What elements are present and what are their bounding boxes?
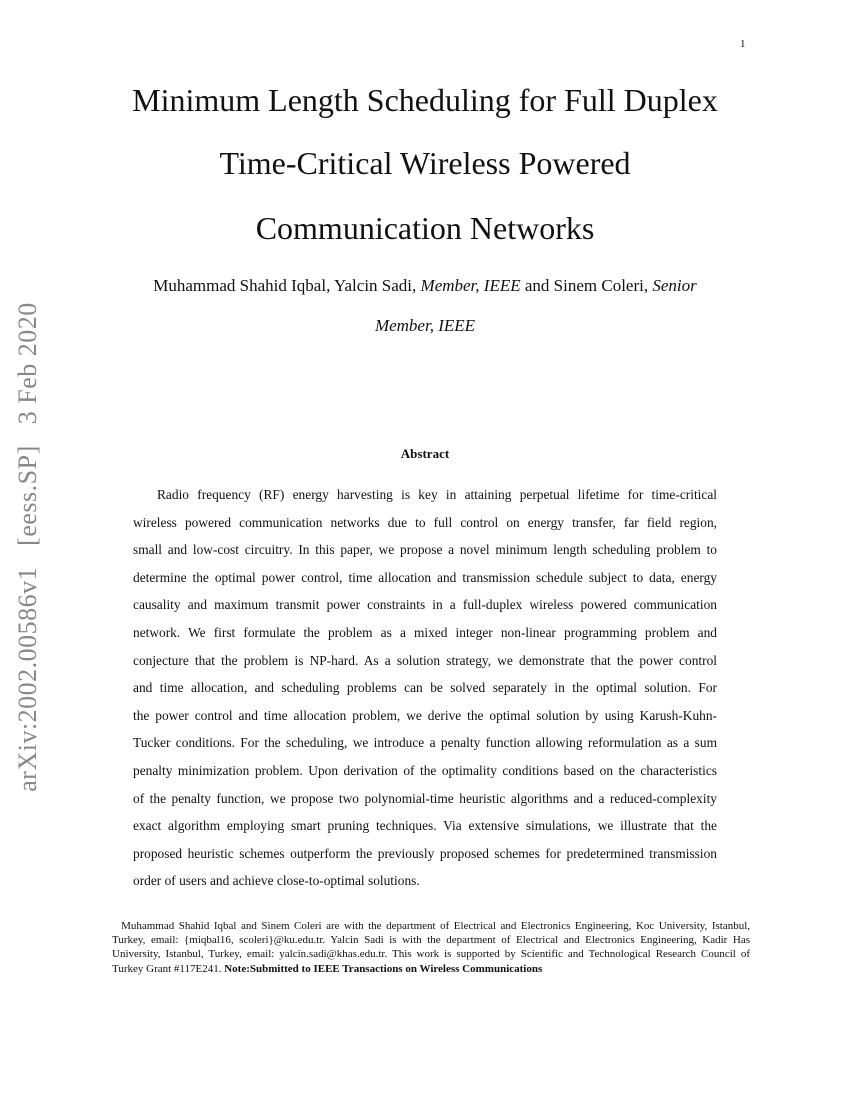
author-role: Senior — [652, 276, 697, 295]
author-names: Muhammad Shahid Iqbal, Yalcin Sadi, — [153, 276, 417, 295]
abstract-line: order of users and achieve close-to-optimal solutions. — [133, 873, 420, 889]
title-line-3: Communication Networks — [255, 210, 595, 246]
arxiv-date: 3 Feb 2020 — [13, 302, 42, 425]
abstract-line: and time allocation, and scheduling problems can be solved separately in the optimal solution. For — [133, 680, 717, 696]
abstract-body — [133, 485, 717, 899]
authors-line-1 — [0, 277, 850, 295]
arxiv-category: [eess.SP] — [13, 445, 42, 546]
abstract-line: of the penalty function, we propose two polynomial-time heuristic algorithms and a reduced-complexity — [133, 790, 717, 806]
abstract-line: causality and maximum transmit power constraints in a full-duplex wireless powered communication — [133, 597, 717, 613]
abstract-line: penalty minimization problem. Upon derivation of the optimality conditions based on the characteristics — [133, 762, 717, 778]
abstract-line: determine the optimal power control, time allocation and transmission schedule subject to data, energy — [133, 569, 717, 585]
footnote — [112, 919, 750, 976]
footnote-text: Muhammad Shahid Iqbal and Sinem Coleri are with the department of Electrical and Electronics Engineering, Koc University, Istanbul, Turkey, email: {miqbal16, scoleri}@ku.edu.tr. Yalcin Sadi is with the department of Electrical and Electronics Engineering, Kadir Has University, Istanbul, Turkey, email: yalcin.sadi@khas.edu.tr. This work is supported by Scientific and Technological Research Council of Turkey Grant #117E241. — [112, 920, 751, 975]
abstract-line: exact algorithm employing smart pruning techniques. Via extensive simulations, we illustrate that the — [133, 818, 717, 834]
author-role: Member, IEEE — [374, 316, 476, 335]
abstract-line: network. We first formulate the problem as a mixed integer non-linear programming problem and — [133, 624, 717, 640]
abstract-line: wireless powered communication networks due to full control on energy transfer, far field region, — [133, 514, 717, 530]
abstract-heading: Abstract — [400, 446, 450, 461]
arxiv-id: arXiv:2002.00586v1 — [13, 566, 42, 792]
title-line-2: Time-Critical Wireless Powered — [219, 145, 631, 181]
abstract-line: the power control and time allocation problem, we derive the optimal solution by using Karush-Kuhn- — [133, 707, 717, 723]
title-line-1: Minimum Length Scheduling for Full Duplex — [132, 82, 718, 118]
page-number: 1 — [740, 38, 746, 50]
abstract-line: conjecture that the problem is NP-hard. As a solution strategy, we demonstrate that the power control — [133, 652, 717, 668]
author-role: Member, IEEE — [420, 276, 521, 295]
abstract-line: Radio frequency (RF) energy harvesting is key in attaining perpetual lifetime for time-critical — [157, 487, 717, 502]
abstract-line: Tucker conditions. For the scheduling, we introduce a penalty function allowing reformulation as a sum — [133, 735, 717, 751]
authors-line-2 — [0, 317, 850, 335]
abstract-line: small and low-cost circuitry. In this paper, we propose a novel minimum length scheduling problem to — [133, 542, 717, 558]
submission-note: Note:Submitted to IEEE Transactions on Wireless Communications — [224, 962, 543, 975]
abstract-line: proposed heuristic schemes outperform the previously proposed schemes for predetermined transmission — [133, 845, 717, 861]
author-name: and Sinem Coleri, — [524, 276, 649, 295]
arxiv-stamp — [13, 288, 43, 791]
